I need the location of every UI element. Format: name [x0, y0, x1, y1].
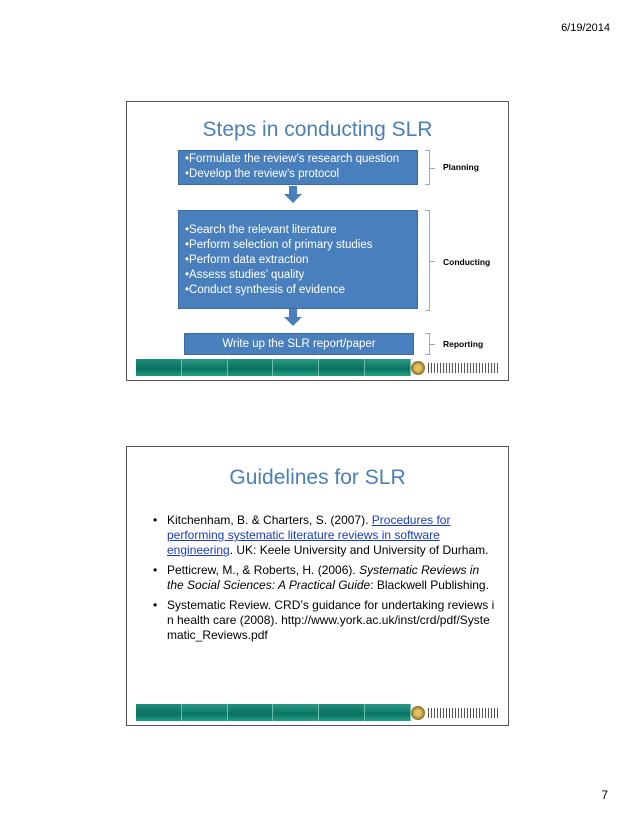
conducting-item: • Perform data extraction [185, 253, 411, 268]
reference-item: • Petticrew, M., & Roberts, H. (2006). Systematic Reviews in the Social Sciences: A Practical Guide: Blackwell Publishing. [152, 563, 497, 593]
university-logo [411, 359, 499, 376]
slide-footer [136, 359, 499, 376]
conducting-item: • Assess studies’ quality [185, 268, 411, 283]
phase-label-reporting: Reporting [443, 339, 484, 349]
date: 6/19/2014 [561, 22, 610, 34]
planning-item: • Formulate the review’s research question [185, 152, 411, 167]
down-arrow-icon [289, 186, 297, 194]
reporting-box: Write up the SLR report/paper [184, 333, 414, 355]
planning-item: • Develop the review’s protocol [185, 167, 411, 182]
conducting-brace [425, 210, 430, 311]
university-seal-icon [411, 706, 425, 720]
slide-footer [136, 704, 499, 721]
university-logo [411, 704, 499, 721]
slide-title: Steps in conducting SLR [202, 118, 433, 141]
university-seal-icon [411, 361, 425, 375]
slide-steps-in-slr [126, 101, 509, 381]
down-arrow-icon [289, 309, 297, 317]
reference-list [152, 513, 497, 648]
slide-title: Guidelines for SLR [229, 466, 406, 489]
phase-label-planning: Planning [443, 162, 479, 172]
conducting-box [178, 210, 418, 309]
conducting-item: • Perform selection of primary studies [185, 238, 411, 253]
page-number: 7 [601, 788, 608, 802]
reference-item: • Kitchenham, B. & Charters, S. (2007). Procedures for performing systematic literature reviews in software engineering. UK: Keele University and University of Durham. [152, 513, 497, 558]
conducting-item: • Search the relevant literature [185, 223, 411, 238]
conducting-item: • Conduct synthesis of evidence [185, 283, 411, 298]
reporting-brace [425, 333, 430, 355]
reference-link[interactable]: Procedures for performing systematic literature reviews in software engineering [167, 513, 451, 557]
phase-label-conducting: Conducting [443, 257, 491, 267]
planning-brace [425, 150, 430, 185]
planning-box [178, 150, 418, 185]
reference-item: • Systematic Review. CRD’s guidance for undertaking reviews in health care (2008). http://www.york.ac.uk/inst/crd/pdf/Systematic_Reviews.pdf [152, 598, 497, 643]
slide-guidelines-for-slr [126, 446, 509, 726]
